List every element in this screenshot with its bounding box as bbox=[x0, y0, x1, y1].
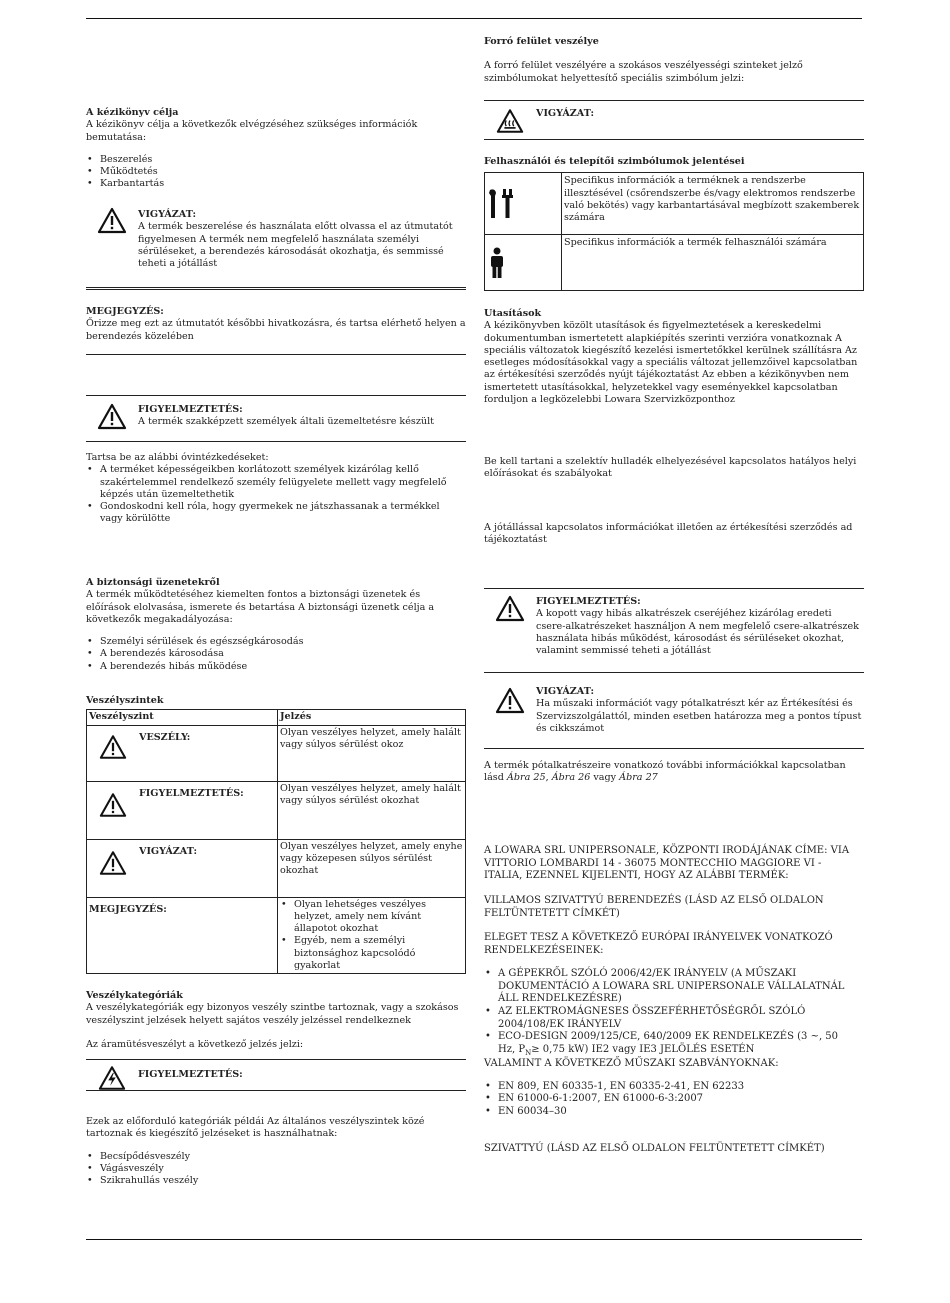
electric-intro: Az áramütésveszélyt a következő jelzés jelzi: bbox=[86, 1038, 304, 1050]
parts-reference bbox=[484, 760, 864, 785]
hot-surface-icon bbox=[484, 101, 536, 139]
table-row bbox=[485, 235, 864, 291]
caution-label: VIGYÁZAT: bbox=[138, 209, 197, 220]
warning-box bbox=[86, 395, 466, 442]
table-row bbox=[485, 173, 864, 235]
note-level-list bbox=[280, 899, 463, 973]
precautions-intro: Tartsa be az alábbi óvintézkedéseket: bbox=[86, 452, 269, 463]
precautions-section bbox=[86, 452, 454, 526]
eco-text-b: ≥ 0,75 kW) IE2 vagy IE3 JELÖLÉS ESETÉN bbox=[531, 1043, 755, 1055]
safety-section bbox=[86, 577, 466, 673]
symbols-section bbox=[484, 156, 864, 291]
purpose-title: A kézikönyv célja bbox=[86, 107, 179, 118]
declaration-section bbox=[484, 845, 856, 1155]
symbols-title: Felhasználói és telepítői szimbólumok jelentései bbox=[484, 156, 745, 167]
level-label: FIGYELMEZTETÉS: bbox=[139, 787, 244, 799]
warning-triangle-icon bbox=[484, 589, 536, 672]
list-item: • Szikrahullás veszély bbox=[86, 1175, 466, 1187]
categories-title: Veszélykategóriák bbox=[86, 990, 183, 1001]
declaration-p1: A LOWARA SRL UNIPERSONALE, KÖZPONTI IRODÁJÁNAK CÍME: VIA VITTORIO LOMBARDI 14 - 36075 MONTECCHIO MAGGIORE VI - ITALIA, EZENNEL KIJELENTI, HOGY AZ ALÁBBI TERMÉK: bbox=[484, 845, 850, 882]
warning-text: A kopott vagy hibás alkatrészek cseréjéhez kizárólag eredeti csere-alkatrészeket használjon A nem megfelelő csere-alkatrészek használata hibás működést, károsodást és sérüléseket okozhat, valamint semmissé teheti a jótállást bbox=[536, 608, 859, 657]
symbols-table bbox=[484, 172, 864, 291]
declaration-p2: VILLAMOS SZIVATTYÚ BERENDEZÉS (LÁSD AZ ELSŐ OLDALON FELTÜNTETETT CÍMKÉT) bbox=[484, 895, 824, 919]
warning-triangle-icon bbox=[87, 782, 139, 818]
level-label: VESZÉLY: bbox=[139, 731, 191, 743]
list-item: • Személyi sérülések és egészségkárosodás bbox=[86, 636, 466, 648]
figure-link[interactable]: Ábra 27 bbox=[619, 772, 658, 784]
hot-surface-title: Forró felület veszélye bbox=[484, 36, 599, 47]
warning-text: A termék szakképzett személyek általi üzemeltetésre készült bbox=[138, 416, 435, 428]
waste-section bbox=[484, 456, 864, 481]
table-row bbox=[87, 725, 466, 781]
list-item: • Olyan lehetséges veszélyes helyzet, amely nem kívánt állapotot okozhat bbox=[280, 899, 463, 936]
declaration-p3: ELEGET TESZ A KÖVETKEZŐ EURÓPAI IRÁNYELVEK VONATKOZÓ RENDELKEZÉSEINEK: bbox=[484, 932, 833, 957]
declaration-p5: SZIVATTYÚ (LÁSD AZ ELSŐ OLDALON FELTÜNTETETT CÍMKÉT) bbox=[484, 1142, 825, 1154]
purpose-section bbox=[86, 107, 466, 191]
categories-text: A veszélykategóriák egy bizonyos veszély szintbe tartoznak, vagy a szokásos veszélyszint jelzések helyett sajátos veszély jelzéssel rendelkeznek bbox=[86, 1002, 459, 1026]
standards-list bbox=[484, 1081, 856, 1119]
hot-surface-label: VIGYÁZAT: bbox=[536, 108, 595, 119]
hot-surface-box bbox=[484, 100, 864, 140]
warranty-text: A jótállással kapcsolatos információkat illetően az értékesítési szerződés ad tájékoztatást bbox=[484, 522, 853, 546]
declaration-p4: VALAMINT A KÖVETKEZŐ MŰSZAKI SZABVÁNYOKNAK: bbox=[484, 1057, 779, 1069]
parts-warning-box bbox=[484, 588, 864, 673]
table-row bbox=[87, 839, 466, 897]
instructions-text: A kézikönyvben közölt utasítások és figyelmeztetések a kereskedelmi dokumentumban ismertetett alapkiépítés szerinti verzióra vonatkoznak A speciális változatok kiegészítő kezelési ismertetőkkel kerülnek szállításra Az esetleges módosításokkal vagy a speciális változat jellemzőivel kapcsolatban az értékesítési szerződés nyújt tájékoztatást Az ebben a kézikönyvben nem ismertetett utasításokkal, helyzetekkel vagy eseményekkel kapcsolatban forduljon a legközelebbi Lowara Szervizközponthoz bbox=[484, 320, 858, 405]
table-row bbox=[87, 897, 466, 974]
list-item: • A berendezés hibás működése bbox=[86, 661, 466, 673]
hot-surface-section bbox=[484, 36, 864, 85]
list-item: • A GÉPEKRŐL SZÓLÓ 2006/42/EK IRÁNYELV (A MŰSZAKI DOKUMENTÁCIÓ A LOWARA SRL UNIPERSONALE VÁLLALATNÁL ÁLL RENDELKEZÉSRE) bbox=[484, 968, 856, 1006]
waste-text: Be kell tartani a szelektív hulladék elhelyezésével kapcsolatos hatályos helyi előírásokat és szabályokat bbox=[484, 456, 857, 480]
note-text: Őrizze meg ezt az útmutatót későbbi hivatkozásra, és tartsa elérhető helyen a berendezés közelében bbox=[86, 318, 466, 342]
list-item: • Gondoskodni kell róla, hogy gyermekek ne játszhassanak a termékkel vagy körülötte bbox=[86, 501, 454, 526]
warranty-section bbox=[484, 522, 864, 547]
level-label: VIGYÁZAT: bbox=[139, 845, 198, 857]
list-item: • Vágásveszély bbox=[86, 1163, 466, 1175]
hazard-levels-section bbox=[86, 695, 466, 974]
caution-text: A termék beszerelése és használata előtt olvassa el az útmutatót figyelmesen A termék nem megfelelő használata személyi sérüléseket, a berendezés károsodását okozhatja, és semmissé teheti a jótállást bbox=[138, 221, 453, 270]
note-label: MEGJEGYZÉS: bbox=[86, 306, 164, 317]
list-item: • Beszerelés bbox=[86, 154, 466, 166]
categories-section bbox=[86, 990, 466, 1051]
list-item: • AZ ELEKTROMÁGNESES ÖSSZEFÉRHETŐSÉGRŐL SZÓLÓ 2004/108/EK IRÁNYELV bbox=[484, 1006, 856, 1031]
user-text: Specifikus információk a termék felhasználói számára bbox=[562, 235, 864, 291]
level-text: Olyan veszélyes helyzet, amely enyhe vagy közepesen súlyos sérülést okozhat bbox=[278, 839, 466, 897]
table-row bbox=[87, 781, 466, 839]
safety-text: A termék működtetéséhez kiemelten fontos a biztonsági üzenetek és előírások elolvasása, ismerete és betartása A biztonsági üzenetk célja a következők megakadályozása: bbox=[86, 589, 435, 625]
caution-label: VIGYÁZAT: bbox=[536, 686, 595, 697]
purpose-list bbox=[86, 154, 466, 191]
hot-surface-text: A forró felület veszélyére a szokásos veszélyességi szinteket jelző szimbólumokat helyettesítő speciális szimbólum jelzi: bbox=[484, 60, 803, 84]
table-header: Veszélyszint bbox=[87, 710, 278, 725]
warning-label: FIGYELMEZTETÉS: bbox=[138, 404, 243, 415]
level-text: Olyan veszélyes helyzet, amely halált vagy súlyos sérülést okozhat bbox=[278, 781, 466, 839]
bottom-rule bbox=[86, 1239, 862, 1240]
figure-link[interactable]: Ábra 26 bbox=[551, 772, 591, 784]
installer-text: Specifikus információk a terméknek a rendszerbe illesztésével (csőrendszerbe és/vagy elektromos rendszerbe való bekötés) vagy karbantartásával megbízott szakemberek számára bbox=[562, 173, 864, 235]
caution-box bbox=[86, 201, 466, 288]
electric-warning-box bbox=[86, 1059, 466, 1091]
examples-section bbox=[86, 1116, 466, 1187]
note-level-label: MEGJEGYZÉS: bbox=[87, 897, 278, 974]
list-item: • A terméket képességeikben korlátozott személyek kizárólag kellő szakértelemmel rendelkező személy felügyelete mellett vagy megfelelő képzés után üzemeltethetik bbox=[86, 464, 454, 501]
examples-intro: Ezek az előforduló kategóriák példái Az általános veszélyszintek közé tartoznak és kiegészítő jelzéseket is használhatnak: bbox=[86, 1116, 425, 1140]
installer-tools-icon bbox=[485, 173, 562, 235]
eco-text-a: ECO-DESIGN 2009/125/CE, 640/2009 EK RENDELKEZÉS (3 ~, 50 Hz, P bbox=[498, 1031, 839, 1055]
instructions-section bbox=[484, 308, 864, 406]
list-item: • A berendezés károsodása bbox=[86, 648, 466, 660]
hazard-levels-table bbox=[86, 709, 466, 974]
figure-link[interactable]: Ábra 25 bbox=[506, 772, 546, 784]
electric-warning-label: FIGYELMEZTETÉS: bbox=[138, 1069, 243, 1080]
list-item: • Működtetés bbox=[86, 166, 466, 178]
directives-list bbox=[484, 968, 856, 1058]
parts-text: A termék pótalkatrészeire vonatkozó további információkkal kapcsolatban lásd bbox=[484, 760, 846, 784]
list-item bbox=[484, 1031, 856, 1058]
list-item: • EN 61000-6-1:2007, EN 61000-6-3:2007 bbox=[484, 1093, 856, 1106]
warning-triangle-icon bbox=[87, 840, 139, 876]
warning-label: FIGYELMEZTETÉS: bbox=[536, 596, 641, 607]
electric-hazard-icon bbox=[86, 1060, 138, 1090]
list-item: • Karbantartás bbox=[86, 178, 466, 190]
note-box bbox=[86, 289, 466, 355]
caution-text: Ha műszaki információt vagy pótalkatrészt kér az Értékesítési és Szervizszolgálattól, minden esetben határozza meg a pontos típust és cikkszámot bbox=[536, 698, 862, 734]
precautions-list bbox=[86, 464, 454, 525]
list-item: • Becsípődésveszély bbox=[86, 1151, 466, 1163]
list-item: • EN 809, EN 60335-1, EN 60335-2-41, EN 62233 bbox=[484, 1081, 856, 1094]
safety-title: A biztonsági üzenetekről bbox=[86, 577, 220, 588]
warning-triangle-icon bbox=[86, 396, 138, 441]
or-word: vagy bbox=[593, 772, 617, 784]
instructions-title: Utasítások bbox=[484, 308, 542, 319]
top-rule bbox=[86, 18, 862, 19]
user-person-icon bbox=[485, 235, 562, 291]
level-text: Olyan veszélyes helyzet, amely halált vagy súlyos sérülést okoz bbox=[278, 725, 466, 781]
hazard-levels-title: Veszélyszintek bbox=[86, 695, 164, 706]
examples-list bbox=[86, 1151, 466, 1188]
separator: , bbox=[545, 772, 549, 784]
safety-list bbox=[86, 636, 466, 673]
warning-triangle-icon bbox=[87, 726, 139, 760]
purpose-intro: A kézikönyv célja a következők elvégzéséhez szükséges információk bemutatása: bbox=[86, 119, 418, 143]
table-header: Jelzés bbox=[278, 710, 466, 725]
parts-caution-box bbox=[484, 675, 864, 749]
warning-triangle-icon bbox=[484, 675, 536, 748]
eco-subscript: N bbox=[525, 1048, 532, 1057]
warning-triangle-icon bbox=[86, 201, 138, 287]
list-item: • Egyéb, nem a személyi biztonsághoz kapcsolódó gyakorlat bbox=[280, 935, 463, 972]
list-item: • EN 60034–30 bbox=[484, 1106, 856, 1119]
